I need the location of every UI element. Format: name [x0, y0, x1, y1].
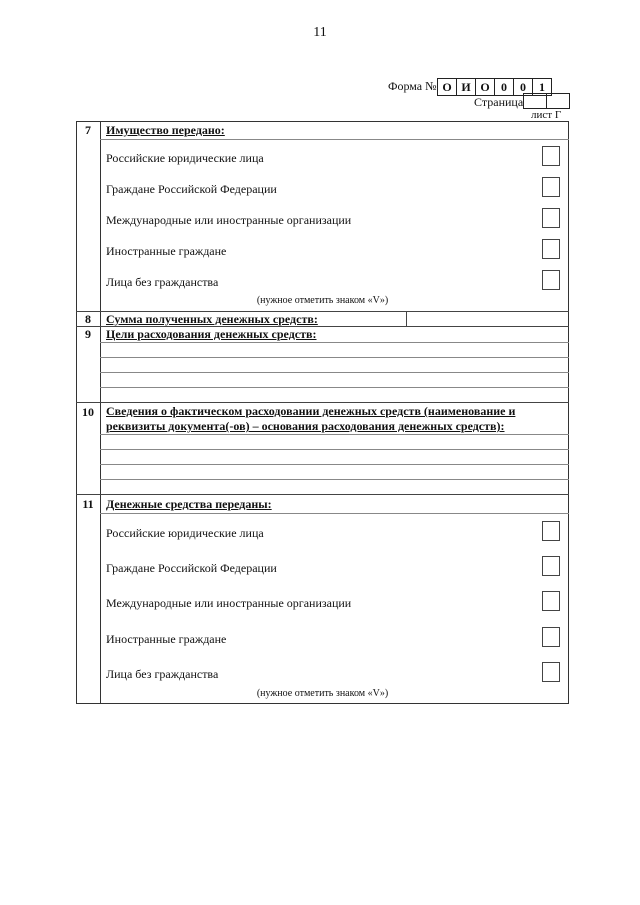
- section-9-title: Цели расходования денежных средств:: [106, 327, 317, 341]
- sheet-label: лист Г: [531, 109, 562, 121]
- form-code-cell: О: [475, 78, 495, 96]
- form-code-cell: 0: [494, 78, 514, 96]
- section-7-checkbox[interactable]: [542, 239, 560, 259]
- section-11-checkbox[interactable]: [542, 662, 560, 682]
- entry-line[interactable]: [100, 387, 569, 388]
- entry-line[interactable]: [100, 464, 569, 465]
- section-11-title: Денежные средства переданы:: [106, 497, 272, 511]
- divider: [76, 494, 569, 495]
- section-11-item-foreign-citizens: Иностранные граждане: [106, 632, 227, 646]
- entry-line: [100, 434, 569, 435]
- section-9-number: 9: [85, 327, 91, 341]
- section-11-checkbox[interactable]: [542, 627, 560, 647]
- section-11-item-international-organizations: Международные или иностранные организации: [106, 596, 352, 610]
- section-8-number: 8: [85, 312, 91, 326]
- section-7-note: (нужное отметить знаком «V»): [256, 295, 389, 306]
- section-10-title: Сведения о фактическом расходовании денежных средств (наименование и реквизиты документа(-ов) – основания расходования денежных средств):: [106, 404, 516, 433]
- form-code-cell: И: [456, 78, 476, 96]
- section-11-note: (нужное отметить знаком «V»): [256, 688, 389, 699]
- form-code-cell: О: [437, 78, 457, 96]
- amount-field[interactable]: [407, 312, 568, 326]
- section-11-checkbox[interactable]: [542, 591, 560, 611]
- entry-line[interactable]: [100, 479, 569, 480]
- divider: [100, 513, 569, 514]
- form-code-cell: 0: [513, 78, 533, 96]
- section-7-number: 7: [85, 123, 91, 137]
- section-7-checkbox[interactable]: [542, 177, 560, 197]
- entry-line[interactable]: [100, 357, 569, 358]
- section-10-number: 10: [82, 405, 94, 419]
- entry-line: [100, 342, 569, 343]
- section-11-checkbox[interactable]: [542, 521, 560, 541]
- section-7-item-russian-legal-entities: Российские юридические лица: [106, 151, 264, 165]
- section-7-checkbox[interactable]: [542, 208, 560, 228]
- page-label: Страница: [474, 95, 524, 109]
- section-7-item-russian-citizens: Граждане Российской Федерации: [106, 182, 277, 196]
- section-7-checkbox[interactable]: [542, 146, 560, 166]
- form-code-cell: 1: [532, 78, 552, 96]
- divider: [100, 139, 569, 140]
- section-8-title: Сумма полученных денежных средств:: [106, 312, 318, 326]
- section-11-item-russian-legal-entities: Российские юридические лица: [106, 526, 264, 540]
- section-11-checkbox[interactable]: [542, 556, 560, 576]
- section-7-title: Имущество передано:: [106, 123, 225, 137]
- section-7-checkbox[interactable]: [542, 270, 560, 290]
- section-7-item-international-organizations: Международные или иностранные организации: [106, 213, 352, 227]
- section-7-item-stateless-persons: Лица без гражданства: [106, 275, 219, 289]
- entry-line[interactable]: [100, 372, 569, 373]
- form-number-label: Форма №: [388, 79, 437, 93]
- divider: [76, 402, 569, 403]
- section-7-item-foreign-citizens: Иностранные граждане: [106, 244, 227, 258]
- page-number-cell[interactable]: [546, 93, 570, 109]
- section-11-item-russian-citizens: Граждане Российской Федерации: [106, 561, 277, 575]
- page-number-cells: [524, 93, 570, 109]
- number-column-divider: [100, 121, 101, 704]
- page-number: 11: [313, 25, 327, 40]
- section-11-item-stateless-persons: Лица без гражданства: [106, 667, 219, 681]
- entry-line[interactable]: [100, 449, 569, 450]
- page-number-cell[interactable]: [523, 93, 547, 109]
- section-11-number: 11: [82, 497, 94, 511]
